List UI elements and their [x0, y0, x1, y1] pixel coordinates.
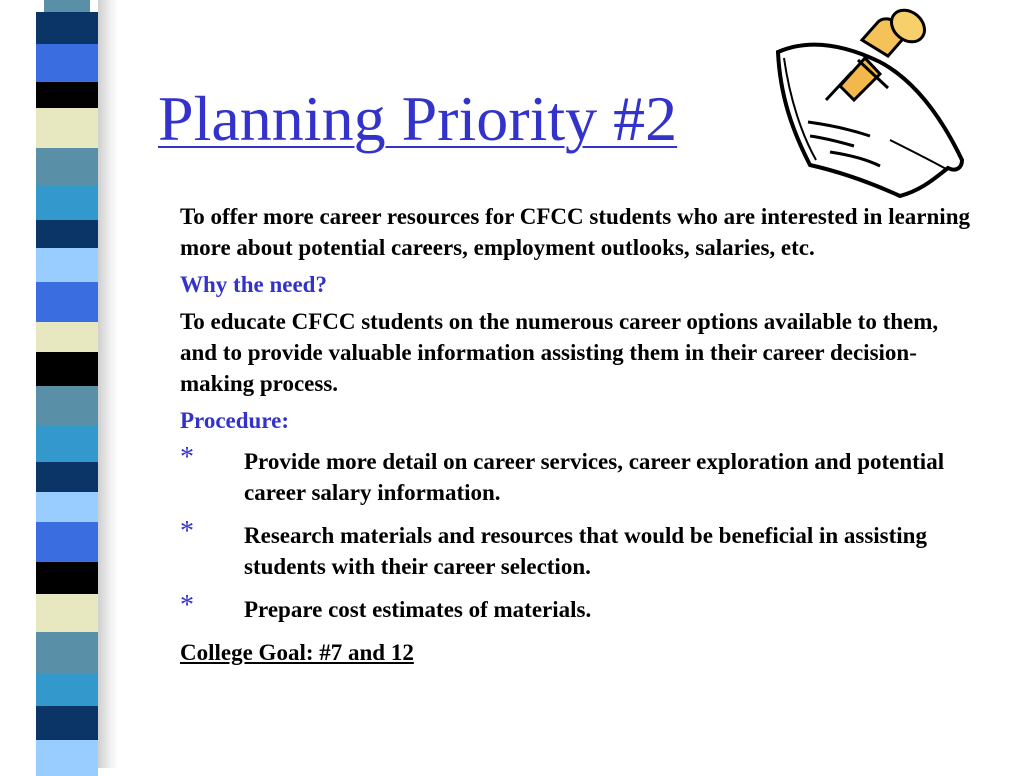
procedure-bullet-text: Research materials and resources that would be beneficial in assisting students with their career selection.: [244, 523, 927, 579]
stripe-segment: [36, 426, 98, 462]
stripe-segment: [36, 386, 98, 426]
stripe-segment: [36, 82, 98, 108]
need-paragraph: To educate CFCC students on the numerous career options available to them, and to provide valuable information assisting them in their career decision-making process.: [180, 309, 939, 396]
procedure-bullet-text: Provide more detail on career services, career exploration and potential career salary information.: [244, 449, 945, 505]
stripe-segment: [36, 108, 98, 148]
stripe-segment: [36, 674, 98, 706]
procedure-heading: Procedure:: [180, 408, 290, 433]
notepad-pushpin-icon: [770, 0, 970, 200]
stripe-segment: [36, 562, 98, 594]
stripe-segment: [44, 0, 90, 12]
stripe-segment: [36, 522, 98, 562]
college-goal: College Goal: #7 and 12: [180, 640, 414, 665]
stripe-segment: [36, 148, 98, 186]
decorative-stripe-bar: [36, 0, 98, 768]
stripe-segment: [36, 322, 98, 352]
procedure-bullet-text: Prepare cost estimates of materials.: [244, 597, 592, 622]
why-heading: Why the need?: [180, 272, 327, 297]
stripe-segment: [36, 352, 98, 386]
procedure-bullet: [180, 516, 980, 582]
stripe-segment: [36, 44, 98, 82]
asterisk-bullet-icon: *: [180, 516, 194, 547]
objective-paragraph: To offer more career resources for CFCC students who are interested in learning more about potential careers, employment outlooks, salaries, etc.: [180, 204, 970, 260]
stripe-segment: [36, 740, 98, 776]
stripe-segment: [36, 632, 98, 674]
stripe-segment: [36, 220, 98, 248]
stripe-segment: [36, 248, 98, 282]
stripe-segment: [36, 706, 98, 740]
stripe-segment: [36, 12, 98, 44]
stripe-shadow: [98, 0, 118, 768]
stripe-segment: [36, 282, 98, 322]
stripe-segment: [36, 594, 98, 632]
procedure-bullet: [180, 442, 980, 508]
asterisk-bullet-icon: *: [180, 442, 194, 473]
stripe-segment: [36, 492, 98, 522]
slide-body: [180, 201, 980, 668]
stripe-segment: [36, 462, 98, 492]
procedure-bullet: [180, 590, 980, 625]
slide-title: Planning Priority #2: [158, 83, 678, 154]
stripe-segment: [36, 186, 98, 220]
asterisk-bullet-icon: *: [180, 590, 194, 621]
